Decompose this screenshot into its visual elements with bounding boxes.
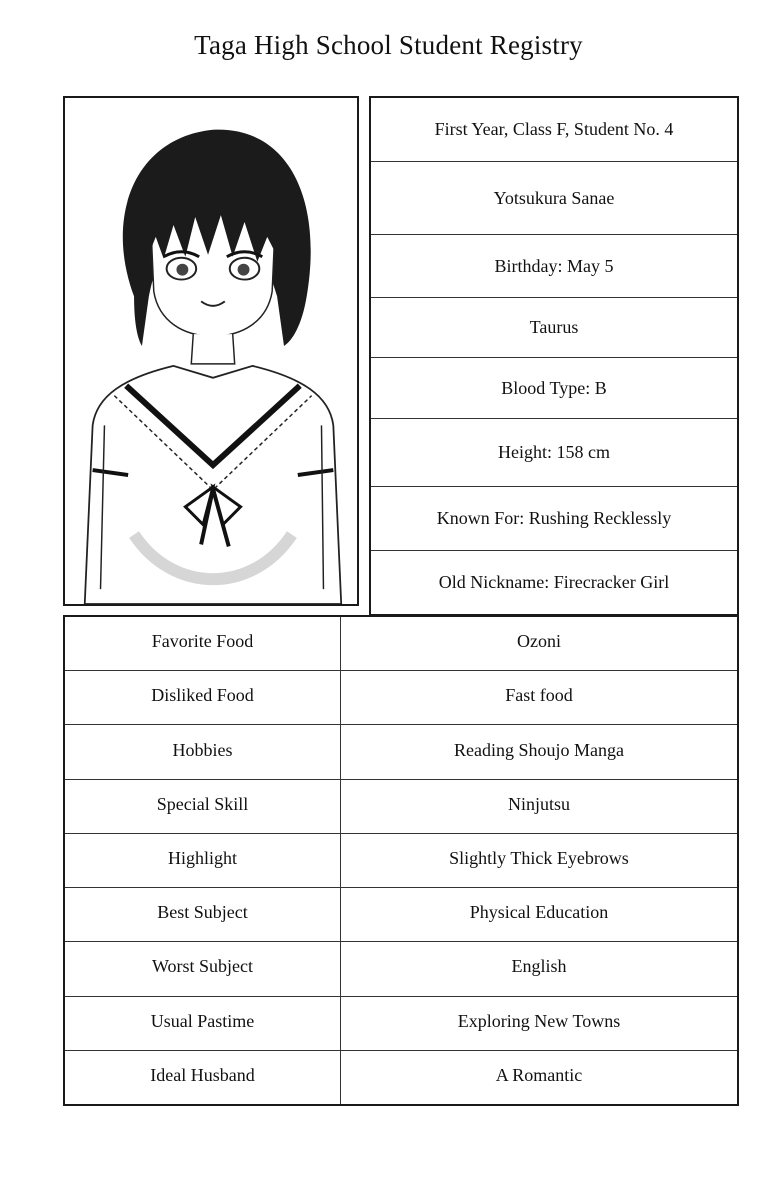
table-row [65,670,737,724]
attr-label-ideal-husband: Ideal Husband [65,1051,341,1104]
info-row-birthday: Birthday: May 5 [371,234,737,297]
attr-label-highlight: Highlight [65,834,341,887]
attr-value-ideal-husband: A Romantic [495,1064,583,1085]
attr-label-worst-subject: Worst Subject [65,942,341,995]
info-row-zodiac: Taurus [371,297,737,357]
attr-value-special-skill: Ninjutsu [507,793,570,814]
portrait-illustration [65,98,357,604]
table-row [65,779,737,833]
uniform-shape [85,366,341,604]
attr-label-special-skill: Special Skill [65,780,341,833]
attr-value-highlight: Slightly Thick Eyebrows [449,847,629,868]
attr-label-favorite-food: Favorite Food [65,617,341,670]
attr-value-favorite-food: Ozoni [517,631,561,652]
table-row [65,1050,737,1104]
info-row-class: First Year, Class F, Student No. 4 [434,119,674,139]
attr-value-best-subject: Physical Education [469,902,609,923]
info-row-name: Yotsukura Sanae [371,161,737,234]
attr-label-disliked-food: Disliked Food [65,671,341,724]
profile-attributes-table [63,615,739,1106]
student-portrait [63,96,359,606]
attr-label-usual-pastime: Usual Pastime [65,997,341,1050]
table-row [65,941,737,995]
table-row [65,996,737,1050]
table-row [65,724,737,778]
info-row-blood-type: Blood Type: B [371,357,737,418]
table-row [65,833,737,887]
table-row [65,887,737,941]
page-title: Taga High School Student Registry [194,30,583,60]
attr-label-best-subject: Best Subject [65,888,341,941]
attr-value-disliked-food: Fast food [505,685,573,706]
student-info-table [369,96,739,616]
attr-value-worst-subject: English [511,956,567,977]
info-row-height: Height: 158 cm [371,418,737,486]
attr-value-hobbies: Reading Shoujo Manga [454,739,624,760]
info-row-old-nickname: Old Nickname: Firecracker Girl [371,550,737,614]
table-row [65,617,737,670]
attr-label-hobbies: Hobbies [65,725,341,778]
attr-value-usual-pastime: Exploring New Towns [457,1010,621,1031]
info-row-known-for: Known For: Rushing Recklessly [371,486,737,550]
